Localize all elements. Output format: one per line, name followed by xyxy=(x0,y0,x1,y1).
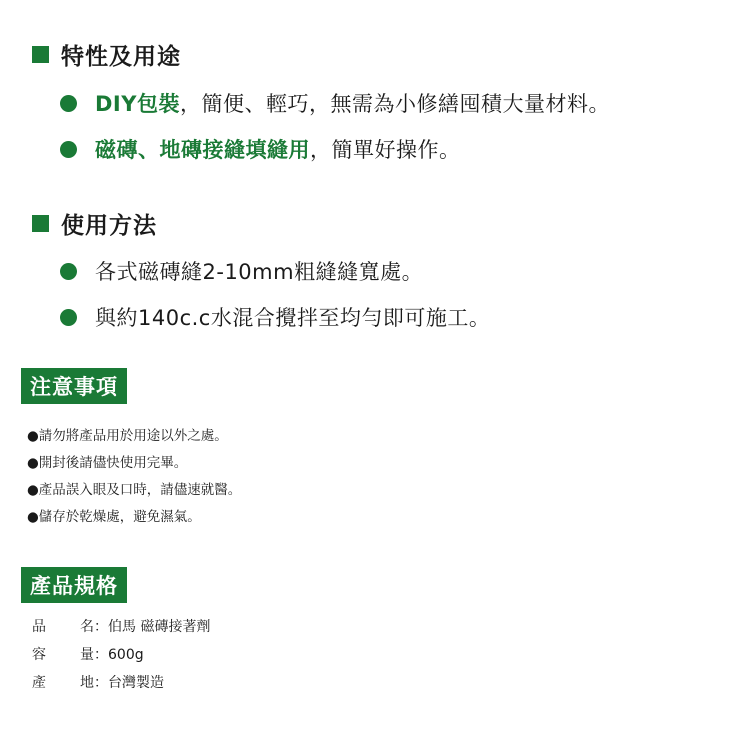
notes-list xyxy=(27,423,241,531)
spec-key: 地 xyxy=(80,675,94,691)
bullet-dot-icon xyxy=(60,309,77,326)
notes-title: 注意事項 xyxy=(21,368,127,404)
usage-title: 使用方法 xyxy=(61,213,157,239)
spec-row xyxy=(32,641,210,669)
specs-title: 產品規格 xyxy=(21,567,127,603)
square-bullet-icon xyxy=(32,46,49,63)
feature-item xyxy=(60,88,610,118)
spec-row xyxy=(32,669,210,697)
spec-key: 名 xyxy=(80,619,94,635)
spec-row xyxy=(32,613,210,641)
spec-value: ：伯馬 磁磚接著劑 xyxy=(94,619,211,635)
spec-key: 品 xyxy=(32,619,46,635)
spec-key: 容 xyxy=(32,647,46,663)
usage-item xyxy=(60,256,423,286)
note-item: ●請勿將產品用於用途以外之處。 xyxy=(27,428,228,444)
bullet-dot-icon xyxy=(60,263,77,280)
features-heading xyxy=(32,38,181,71)
feature-highlight: 磁磚、地磚接縫填縫用 xyxy=(95,138,310,162)
usage-item xyxy=(60,302,490,332)
usage-text: 與約140c.c水混合攪拌至均勻即可施工。 xyxy=(95,306,491,330)
bullet-dot-icon xyxy=(60,95,77,112)
feature-text: ，簡便、輕巧，無需為小修繕囤積大量材料。 xyxy=(179,92,610,116)
spec-value: ：600g xyxy=(94,647,144,663)
features-title: 特性及用途 xyxy=(61,44,181,70)
usage-text: 各式磁磚縫2-10mm粗縫縫寬處。 xyxy=(95,260,424,284)
note-item: ●開封後請儘快使用完畢。 xyxy=(27,455,188,471)
feature-highlight: DIY包裝 xyxy=(95,92,180,116)
spec-key: 產 xyxy=(32,675,46,691)
note-item: ●產品誤入眼及口時，請儘速就醫。 xyxy=(27,482,242,498)
specs-list xyxy=(32,613,210,697)
spec-key: 量 xyxy=(80,647,94,663)
usage-heading xyxy=(32,207,157,240)
square-bullet-icon xyxy=(32,215,49,232)
spec-value: ：台灣製造 xyxy=(94,675,164,691)
feature-item xyxy=(60,134,461,164)
feature-text: ，簡單好操作。 xyxy=(310,138,461,162)
bullet-dot-icon xyxy=(60,141,77,158)
note-item: ●儲存於乾燥處，避免濕氣。 xyxy=(27,509,201,525)
